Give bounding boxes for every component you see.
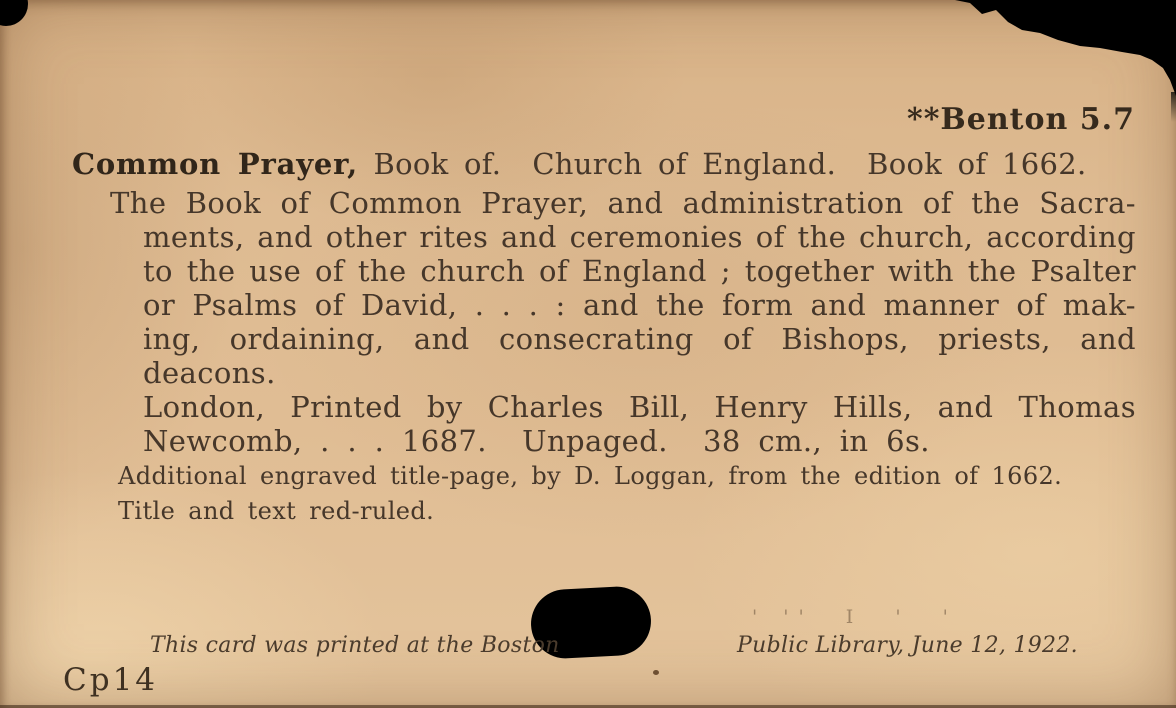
body-line: or Psalms of David, . . . : and the form and manner of mak- xyxy=(143,288,1136,322)
ink-speck xyxy=(653,670,659,675)
body-line: ments, and other rites and ceremonies of the church, according xyxy=(143,220,1136,254)
top-left-corner-notch xyxy=(0,0,28,26)
classmark: **Benton 5.7 xyxy=(907,102,1135,137)
torn-corner-black-area xyxy=(950,0,1176,96)
heading-line xyxy=(72,147,1142,181)
call-number: Cp14 xyxy=(63,662,159,698)
imprint-paragraph xyxy=(143,390,1136,458)
body-line: deacons. xyxy=(143,356,276,390)
note-line: Title and text red-ruled. xyxy=(118,497,435,525)
right-edge-shadow xyxy=(1171,92,1176,122)
body-line: The Book of Common Prayer, and administration of the Sacra- xyxy=(110,186,1136,220)
heading-entry-rest: Book of. Church of England. Book of 1662. xyxy=(357,147,1087,181)
heading-entry-bold: Common Prayer, xyxy=(72,147,358,181)
imprint-line: London, Printed by Charles Bill, Henry Hills, and Thomas xyxy=(143,390,1136,424)
body-line: to the use of the church of England ; together with the Psalter xyxy=(143,254,1136,288)
title-transcription-paragraph xyxy=(110,186,1136,390)
footer-printed-right: Public Library, June 12, 1922. xyxy=(737,633,1078,658)
note-line: Additional engraved title-page, by D. Loggan, from the edition of 1662. xyxy=(118,462,1063,490)
notes-paragraph xyxy=(118,459,1138,529)
footer-printed-left: This card was printed at the Boston xyxy=(150,633,560,658)
body-line: ing, ordaining, and consecrating of Bishops, priests, and xyxy=(143,322,1136,356)
scan-speckles: ' '' I ' ' xyxy=(752,606,958,628)
imprint-line: Newcomb, . . . 1687. Unpaged. 38 cm., in 6s. xyxy=(143,424,930,458)
